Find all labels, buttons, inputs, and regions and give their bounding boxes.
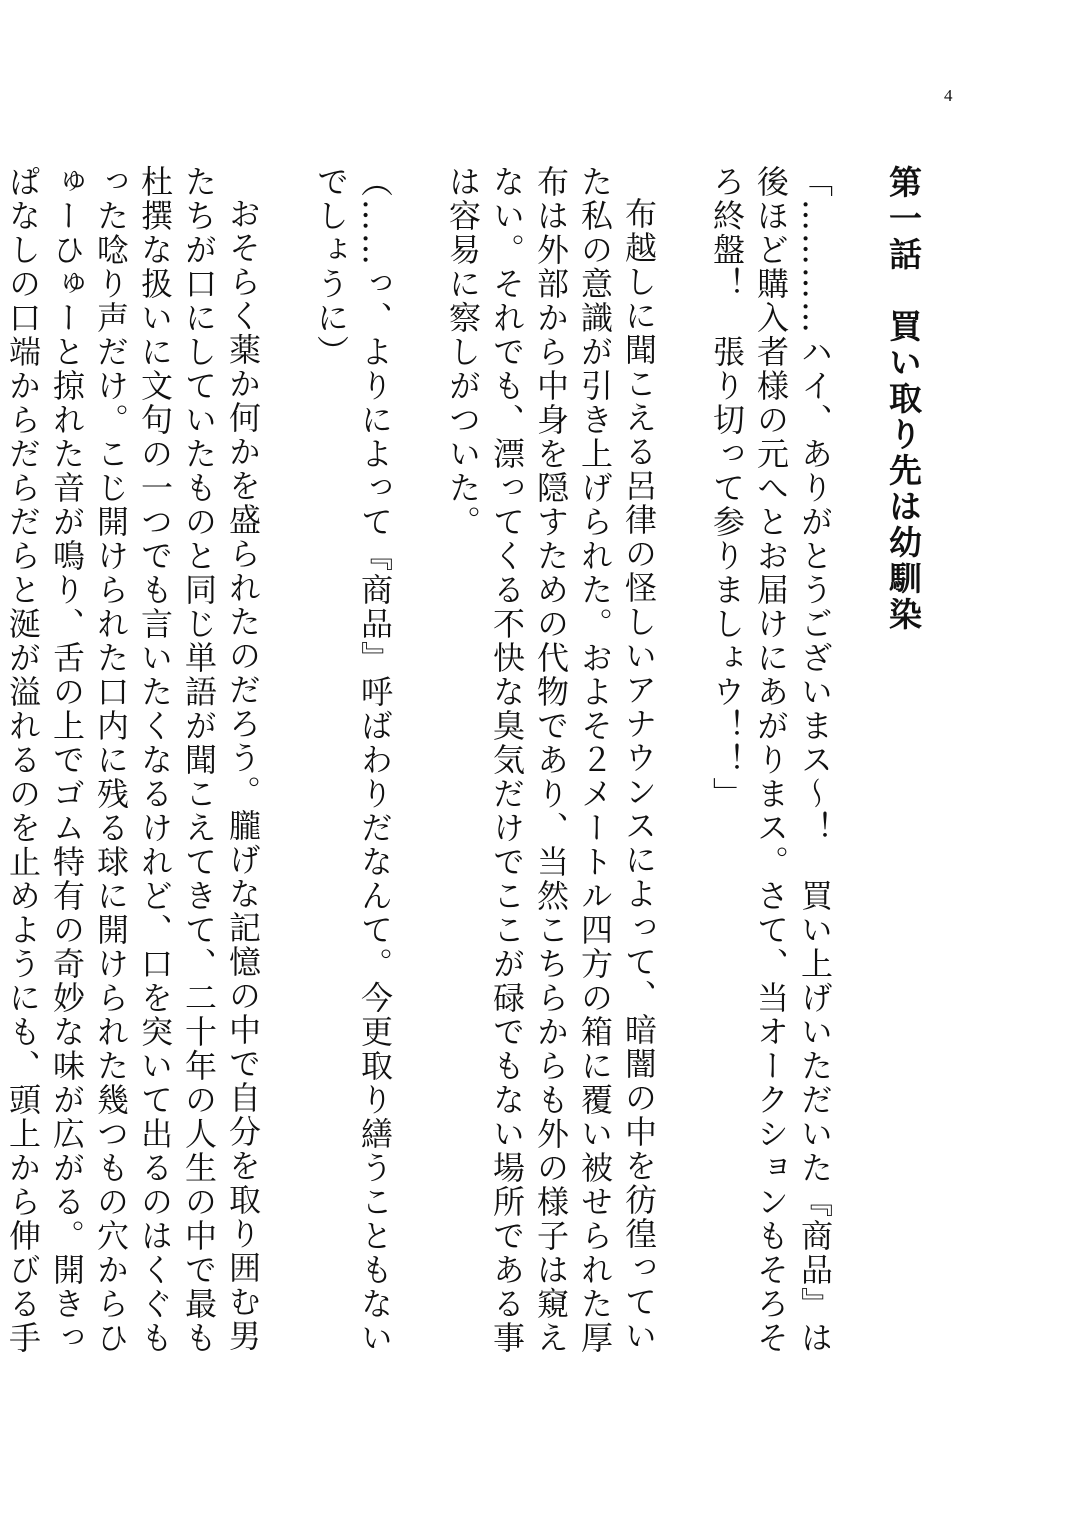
paragraph-restrained: おそらく薬か何かを盛られたのだろう。朧げな記憶の中で自分を取り囲む男たちが口にしていたものと同じ単語が聞こえてきて、二十年の人生の中で最も杜撰な扱いに文句の一つでも言いたくなるけれど、口を突いて出るのはくぐもった唸り声だけ。こじ開けられた口内に残る球に開けられた幾つもの穴からひゅーひゅーと掠れた音が鳴り、舌の上でゴム特有の奇妙な味が広がる。開きっぱなしの口端からだらだらと涎が溢れるのを止めようにも、頭上から伸びる手 — [4, 165, 262, 1355]
paragraph-announcement: 「…………ハイ、ありがとうございまス～！ 買い上げいただいた『商品』は後ほど購入者様の元へとお届けにあがりまス。さて、当オークションもそろそろ終盤！ 張り切って参りましょウ！！」 — [708, 165, 834, 1355]
page-number: 4 — [944, 86, 953, 105]
body-text — [0, 165, 925, 1365]
chapter-title: 第一話 買い取り先は幼馴染 — [884, 165, 923, 633]
paragraph-inner-thought: （……っ、よりによって『商品』呼ばわりだなんて。今更取り繕うこともないでしょうに） — [312, 165, 394, 1355]
blank-line — [265, 165, 309, 1365]
blank-line — [661, 165, 705, 1365]
paragraph-awakening: 布越しに聞こえる呂律の怪しいアナウンスによって、暗闇の中を彷徨っていた私の意識が引き上げられた。およそ２メートル四方の箱に覆い被せられた厚布は外部から中身を隠すための代物であり、当然こちらからも外の様子は窺えない。それでも、漂ってくる不快な臭気だけでここが碌でもない場所である事は容易に察しがついた。 — [444, 165, 658, 1355]
blank-line — [397, 165, 441, 1365]
